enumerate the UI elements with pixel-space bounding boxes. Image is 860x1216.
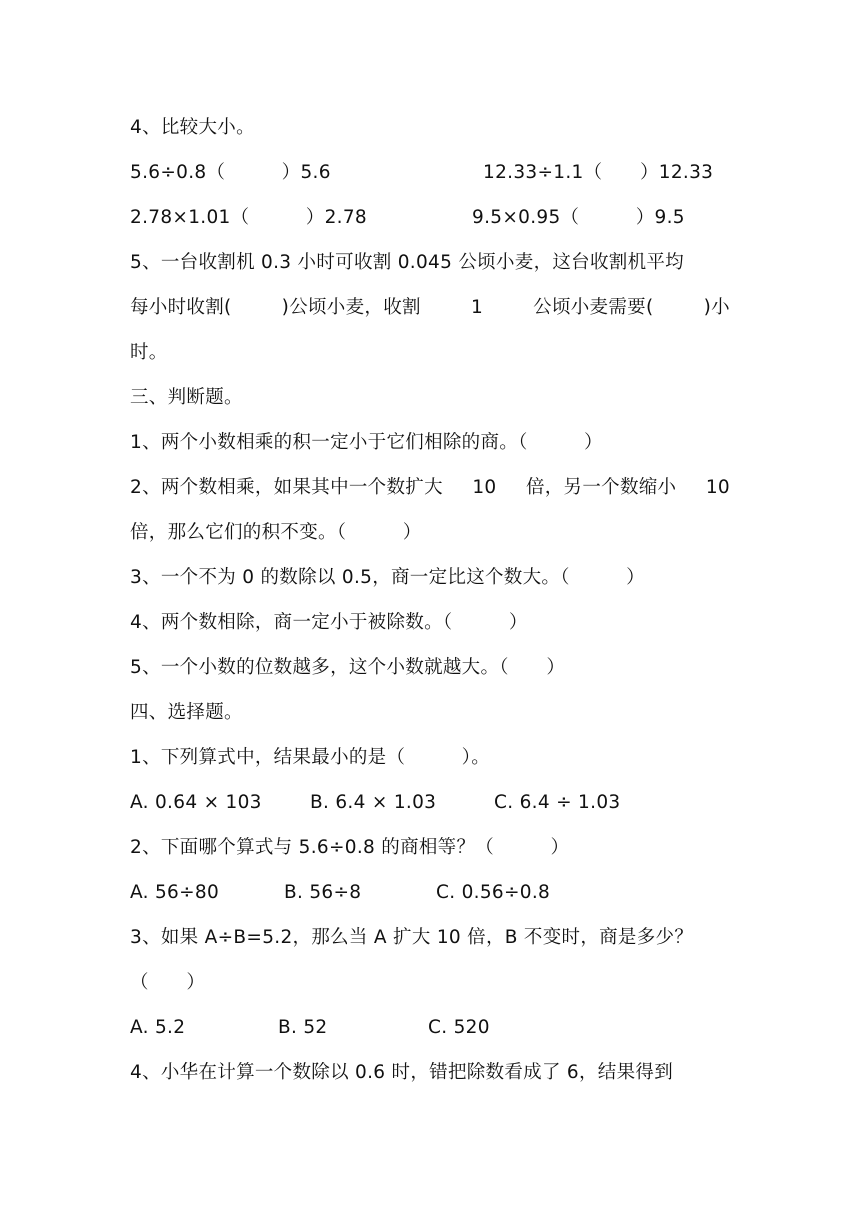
choice-option: C. 6.4 ÷ 1.03: [494, 792, 621, 813]
compare-expression: 5.6÷0.8（ ）5.6: [130, 162, 331, 183]
compare-expression: 9.5×0.95（ ）9.5: [472, 207, 685, 228]
judge-item: 1、两个小数相乘的积一定小于它们相除的商。（ ）: [130, 432, 603, 453]
text-fragment: 10: [705, 477, 730, 498]
choice-option: A. 5.2: [130, 1017, 186, 1038]
answer-blank: （ ）: [130, 972, 206, 993]
section-heading: 三、判断题。: [130, 387, 243, 408]
section-heading: 四、选择题。: [130, 702, 243, 723]
text-fragment: 1: [470, 297, 484, 318]
text-fragment: )小: [703, 297, 730, 318]
choice-option: C. 0.56÷0.8: [436, 882, 551, 903]
choice-option: A. 0.64 × 103: [130, 792, 262, 813]
choice-question: 4、小华在计算一个数除以 0.6 时，错把除数看成了 6，结果得到: [130, 1062, 674, 1083]
judge-item: [130, 476, 730, 500]
choice-option: C. 520: [428, 1017, 490, 1038]
choice-question: 1、下列算式中，结果最小的是（ ）。: [130, 747, 491, 768]
text-fragment: 10: [472, 477, 497, 498]
choice-question: 2、下面哪个算式与 5.6÷0.8 的商相等？（ ）: [130, 837, 570, 858]
text-fragment: 公顷小麦需要(: [533, 297, 654, 318]
compare-expression: 2.78×1.01（ ）2.78: [130, 207, 367, 228]
choice-option: B. 56÷8: [284, 882, 362, 903]
choice-question: 3、如果 A÷B=5.2，那么当 A 扩大 10 倍，B 不变时，商是多少？: [130, 927, 694, 948]
judge-item: 3、一个不为 0 的数除以 0.5，商一定比这个数大。（ ）: [130, 567, 645, 588]
judge-item: 4、两个数相除，商一定小于被除数。（ ）: [130, 612, 528, 633]
text-fragment: 倍，另一个数缩小: [525, 477, 677, 498]
text-fragment: )公顷小麦，收割: [281, 297, 421, 318]
question-text: 时。: [130, 342, 168, 363]
question-text: 5、一台收割机 0.3 小时可收割 0.045 公顷小麦，这台收割机平均: [130, 252, 684, 273]
choice-option: B. 6.4 × 1.03: [310, 792, 437, 813]
choice-option: A. 56÷80: [130, 882, 220, 903]
compare-expression: 12.33÷1.1（ ）12.33: [483, 162, 714, 183]
text-fragment: 每小时收割(: [130, 297, 232, 318]
section-item-heading: 4、比较大小。: [130, 117, 255, 138]
judge-item-continued: 倍，那么它们的积不变。（ ）: [130, 522, 422, 543]
choice-option: B. 52: [278, 1017, 328, 1038]
text-fragment: 2、两个数相乘，如果其中一个数扩大: [130, 477, 443, 498]
judge-item: 5、一个小数的位数越多，这个小数就越大。（ ）: [130, 657, 566, 678]
question-text: [130, 296, 730, 320]
